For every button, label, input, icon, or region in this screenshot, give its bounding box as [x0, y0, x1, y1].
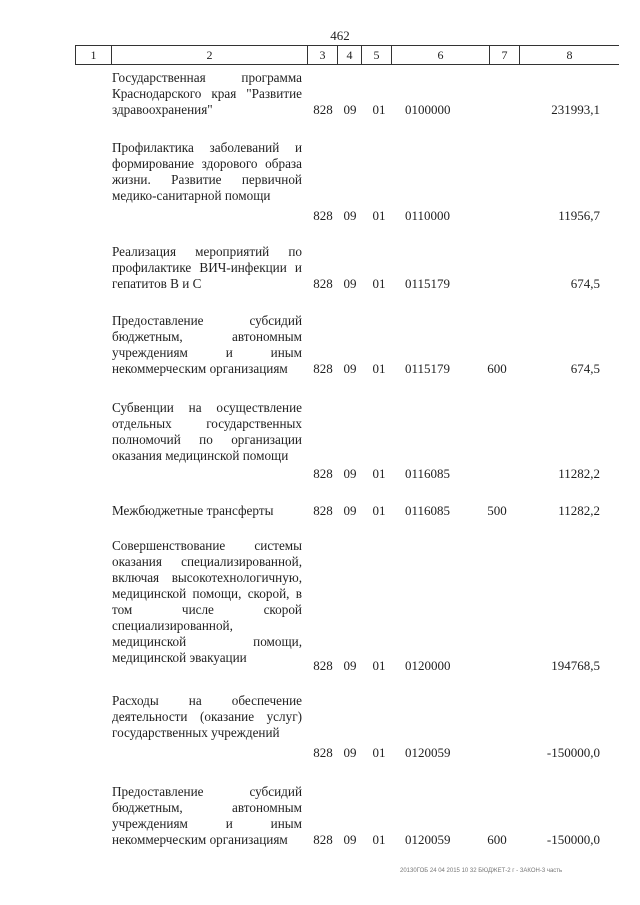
target-article-code: 0115179 — [405, 361, 451, 376]
subsection-code: 01 — [372, 276, 386, 291]
subsection-code: 01 — [372, 832, 386, 847]
amount: 231993,1 — [551, 102, 600, 117]
subsection-code: 01 — [372, 658, 386, 673]
ministry-code: 828 — [313, 658, 333, 673]
amount: -150000,0 — [546, 832, 600, 847]
section-code: 09 — [343, 208, 357, 223]
target-article-code: 0116085 — [405, 503, 451, 518]
expense-type-code: 500 — [487, 503, 507, 518]
row-name: Государственная программа Краснодарского края "Развитие здравоохранения" — [112, 70, 302, 117]
expense-type-code: 600 — [487, 361, 507, 376]
amount: 11282,2 — [558, 503, 600, 518]
col-header-8: 8 — [519, 46, 619, 64]
ministry-code: 828 — [313, 745, 333, 760]
target-article-code: 0120000 — [405, 658, 451, 673]
col-header-2: 2 — [111, 46, 307, 64]
subsection-code: 01 — [372, 466, 386, 481]
row-name: Межбюджетные трансферты — [112, 503, 274, 518]
col-header-5: 5 — [361, 46, 391, 64]
target-article-code: 0116085 — [405, 466, 451, 481]
target-article-code: 0120059 — [405, 832, 451, 847]
section-code: 09 — [343, 466, 357, 481]
document-footer: 20130ГОБ 24 04 2015 10 32 БЮДЖЕТ-2 г - ЗАКОН-3 часть — [400, 868, 563, 874]
col-header-7: 7 — [489, 46, 519, 64]
col-header-3: 3 — [307, 46, 337, 64]
target-article-code: 0115179 — [405, 276, 451, 291]
section-code: 09 — [343, 361, 357, 376]
ministry-code: 828 — [313, 361, 333, 376]
subsection-code: 01 — [372, 745, 386, 760]
row-name: Реализация мероприятий по профилактике ВИЧ-инфекции и гепатитов В и С — [112, 244, 302, 291]
ministry-code: 828 — [313, 832, 333, 847]
amount: -150000,0 — [546, 745, 600, 760]
expense-type-code: 600 — [487, 832, 507, 847]
amount: 194768,5 — [551, 658, 600, 673]
amount: 674,5 — [570, 276, 600, 291]
section-code: 09 — [343, 832, 357, 847]
row-name: Предоставление субсидий бюджетным, автономным учреждениям и иным некоммерческим организациям — [112, 784, 302, 847]
target-article-code: 0120059 — [405, 745, 451, 760]
subsection-code: 01 — [372, 102, 386, 117]
section-code: 09 — [343, 745, 357, 760]
section-code: 09 — [343, 503, 357, 518]
row-name: Предоставление субсидий бюджетным, автономным учреждениям и иным некоммерческим организациям — [112, 313, 302, 376]
ministry-code: 828 — [313, 276, 333, 291]
amount: 11956,7 — [558, 208, 600, 223]
section-code: 09 — [343, 102, 357, 117]
ministry-code: 828 — [313, 466, 333, 481]
col-header-4: 4 — [337, 46, 361, 64]
row-name: Субвенции на осуществление отдельных государственных полномочий по организации оказания медицинской помощи — [112, 400, 302, 463]
row-name: Совершенствование системы оказания специализированной, включая высокотехнологичную, медицинской помощи, скорой, в том числе скорой специализированной, медицинской помощи, медицинской эвакуации — [112, 538, 302, 665]
col-header-1: 1 — [75, 46, 111, 64]
target-article-code: 0100000 — [405, 102, 451, 117]
amount: 11282,2 — [558, 466, 600, 481]
col-header-6: 6 — [391, 46, 489, 64]
section-code: 09 — [343, 276, 357, 291]
page-number: 462 — [330, 28, 350, 43]
subsection-code: 01 — [372, 503, 386, 518]
subsection-code: 01 — [372, 208, 386, 223]
ministry-code: 828 — [313, 208, 333, 223]
ministry-code: 828 — [313, 503, 333, 518]
target-article-code: 0110000 — [405, 208, 451, 223]
section-code: 09 — [343, 658, 357, 673]
subsection-code: 01 — [372, 361, 386, 376]
row-name: Профилактика заболеваний и формирование здорового образа жизни. Развитие первичной медико-санитарной помощи — [112, 140, 302, 203]
ministry-code: 828 — [313, 102, 333, 117]
amount: 674,5 — [570, 361, 600, 376]
row-name: Расходы на обеспечение деятельности (оказание услуг) государственных учреждений — [112, 693, 302, 740]
